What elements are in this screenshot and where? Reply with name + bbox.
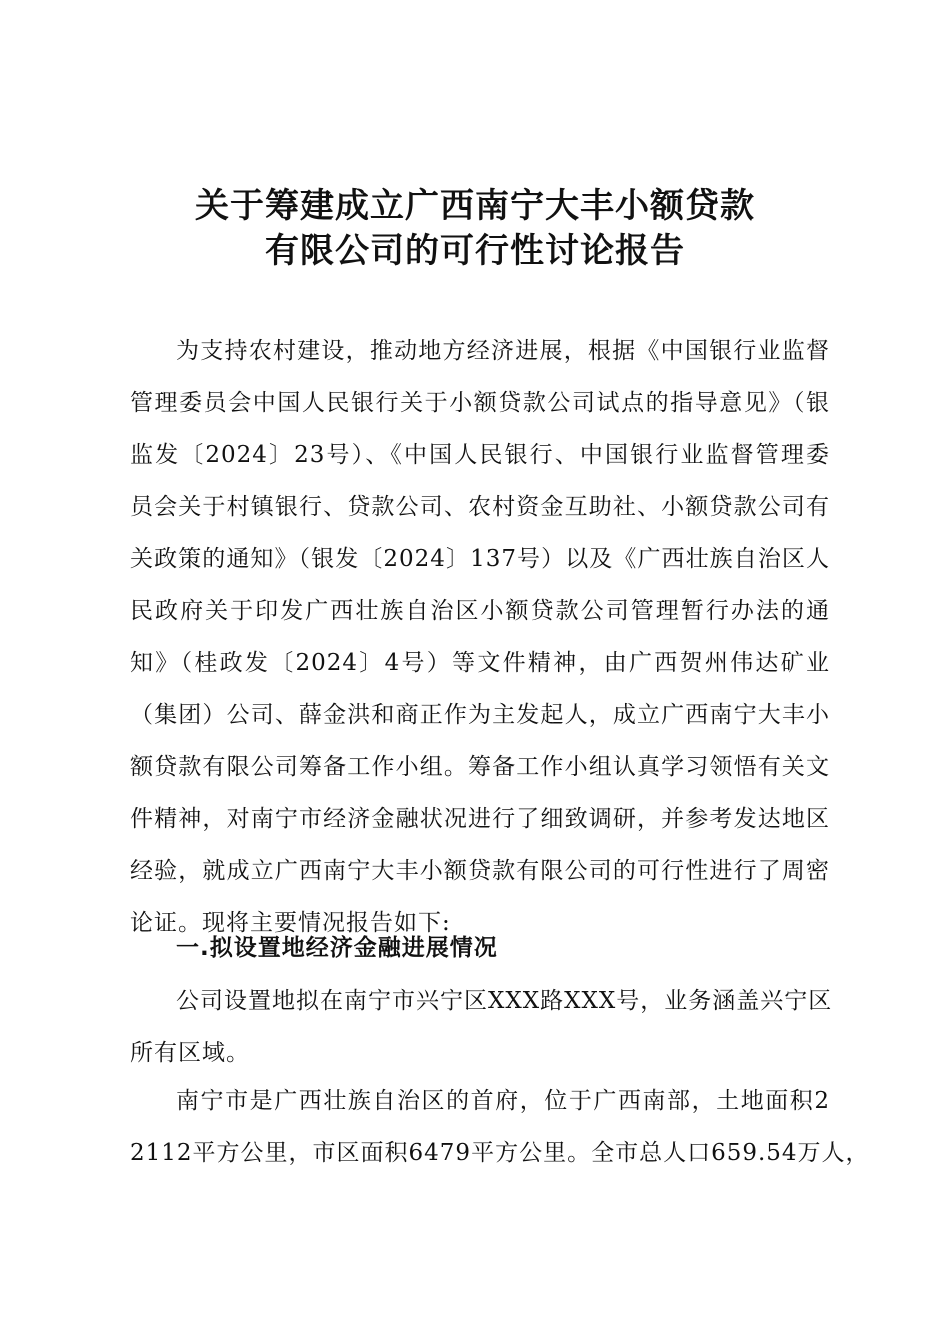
paragraph-line: 为支持农村建设，推动地方经济进展，根据《中国银行业监督 [176,338,830,364]
paragraph-line: （集团）公司、薛金洪和商正作为主发起人，成立广西南宁大丰小 [130,702,830,728]
paragraph-line: 南宁市是广西壮族自治区的首府，位于广西南部，土地面积2 [176,1088,830,1114]
paragraph-line: 员会关于村镇银行、贷款公司、农村资金互助社、小额贷款公司有 [130,494,830,520]
paragraph-line: 经验，就成立广西南宁大丰小额贷款有限公司的可行性进行了周密 [130,858,830,884]
paragraph-line: 额贷款有限公司筹备工作小组。筹备工作小组认真学习领悟有关文 [130,754,830,780]
document-title-line-2: 有限公司的可行性讨论报告 [265,231,685,271]
paragraph-line: 件精神，对南宁市经济金融状况进行了细致调研，并参考发达地区 [130,806,830,832]
paragraph-line: 民政府关于印发广西壮族自治区小额贷款公司管理暂行办法的通 [130,598,830,624]
paragraph-line: 知》（桂政发〔2024〕4号）等文件精神，由广西贺州伟达矿业 [130,650,830,676]
paragraph-line: 管理委员会中国人民银行关于小额贷款公司试点的指导意见》（银 [130,390,830,416]
document-title-line-1: 关于筹建成立广西南宁大丰小额贷款 [195,186,755,226]
paragraph-line: 监发〔2024〕23号）、《中国人民银行、中国银行业监督管理委 [130,442,830,468]
section-heading-text: 一.拟设置地经济金融进展情况 [176,935,498,961]
paragraph-line: 所有区域。 [130,1040,250,1066]
paragraph-line: 关政策的通知》（银发〔2024〕137号）以及《广西壮族自治区人 [130,546,830,572]
paragraph-line: 2112平方公里，市区面积6479平方公里。全市总人口659.54万人， [130,1140,870,1166]
paragraph-line: 论证。现将主要情况报告如下: [130,910,451,936]
paragraph-line: 公司设置地拟在南宁市兴宁区XXX路XXX号，业务涵盖兴宁区 [176,988,833,1014]
